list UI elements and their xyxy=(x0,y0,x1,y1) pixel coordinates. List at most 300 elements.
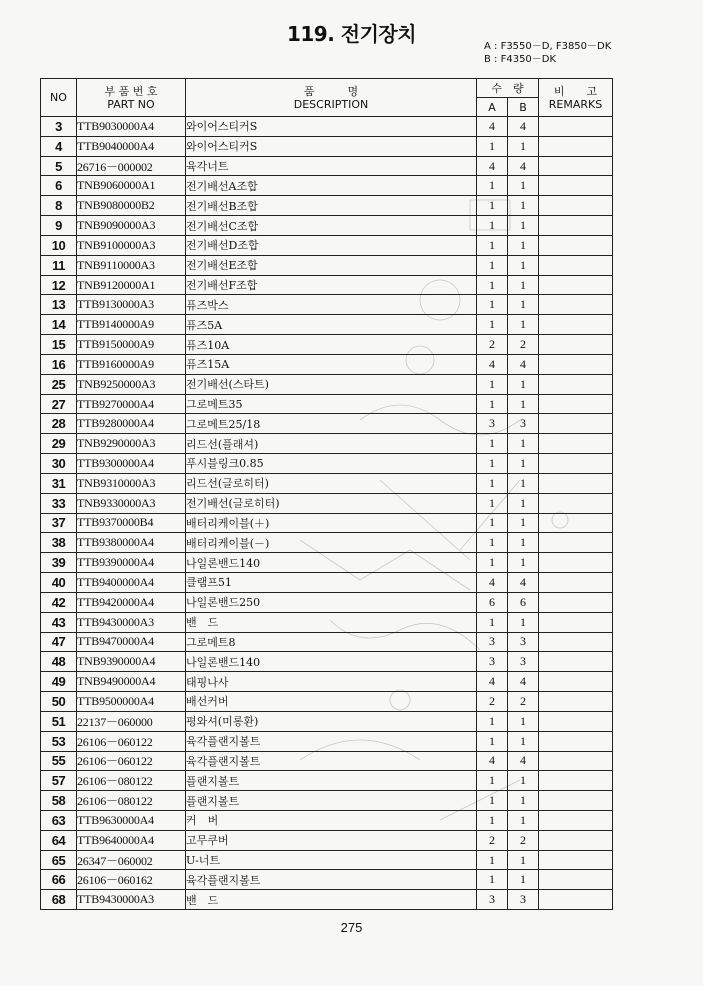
part-number: TNB9290000A3 xyxy=(77,434,186,454)
table-row xyxy=(41,216,613,236)
quantity-b: 2 xyxy=(508,830,539,850)
quantity-b: 4 xyxy=(508,117,539,137)
header-qty-a: A xyxy=(477,98,508,117)
description: 전기배선E조합 xyxy=(186,255,477,275)
part-number: TNB9120000A1 xyxy=(77,275,186,295)
quantity-a: 1 xyxy=(477,454,508,474)
header-remarks-en: REMARKS xyxy=(548,97,603,111)
parts-table-body xyxy=(41,117,613,910)
item-number: 15 xyxy=(41,335,77,355)
part-number: TTB9150000A9 xyxy=(77,335,186,355)
header-remarks xyxy=(539,79,613,117)
item-number: 29 xyxy=(41,434,77,454)
part-number: 26716－000002 xyxy=(77,156,186,176)
part-number: TNB9090000A3 xyxy=(77,216,186,236)
table-row xyxy=(41,850,613,870)
description: 그로메트35 xyxy=(186,394,477,414)
table-row xyxy=(41,612,613,632)
quantity-b: 4 xyxy=(508,751,539,771)
remarks xyxy=(539,374,613,394)
item-number: 64 xyxy=(41,830,77,850)
quantity-a: 1 xyxy=(477,553,508,573)
quantity-b: 1 xyxy=(508,553,539,573)
quantity-a: 1 xyxy=(477,612,508,632)
remarks xyxy=(539,235,613,255)
part-number: TTB9630000A4 xyxy=(77,810,186,830)
table-row xyxy=(41,731,613,751)
description: 전기배선D조합 xyxy=(186,235,477,255)
quantity-b: 4 xyxy=(508,672,539,692)
description: U-너트 xyxy=(186,850,477,870)
description: 리드선(플래셔) xyxy=(186,434,477,454)
description: 플랜지볼트 xyxy=(186,771,477,791)
part-number: TTB9370000B4 xyxy=(77,513,186,533)
quantity-b: 2 xyxy=(508,335,539,355)
description: 푸시블링크0.85 xyxy=(186,454,477,474)
part-number: 26106－080122 xyxy=(77,791,186,811)
model-b-label: B : F4350－DK xyxy=(484,54,557,65)
remarks xyxy=(539,751,613,771)
part-number: 26106－060162 xyxy=(77,870,186,890)
part-number: TNB9330000A3 xyxy=(77,493,186,513)
quantity-a: 4 xyxy=(477,156,508,176)
part-number: TNB9310000A3 xyxy=(77,473,186,493)
description: 와이어스티커S xyxy=(186,117,477,137)
remarks xyxy=(539,414,613,434)
quantity-a: 3 xyxy=(477,414,508,434)
remarks xyxy=(539,354,613,374)
model-a-label: A : F3550－D, F3850－DK xyxy=(484,41,612,52)
quantity-a: 4 xyxy=(477,672,508,692)
quantity-a: 1 xyxy=(477,136,508,156)
part-number: TTB9390000A4 xyxy=(77,553,186,573)
item-number: 47 xyxy=(41,632,77,652)
part-number: TNB9390000A4 xyxy=(77,652,186,672)
remarks xyxy=(539,731,613,751)
remarks xyxy=(539,156,613,176)
part-number: 26106－060122 xyxy=(77,731,186,751)
description: 밴 드 xyxy=(186,612,477,632)
remarks xyxy=(539,791,613,811)
page-number: 275 xyxy=(340,920,363,935)
quantity-b: 1 xyxy=(508,850,539,870)
item-number: 68 xyxy=(41,890,77,910)
quantity-a: 1 xyxy=(477,235,508,255)
item-number: 65 xyxy=(41,850,77,870)
remarks xyxy=(539,196,613,216)
table-row xyxy=(41,315,613,335)
item-number: 6 xyxy=(41,176,77,196)
quantity-b: 1 xyxy=(508,235,539,255)
item-number: 11 xyxy=(41,255,77,275)
table-row xyxy=(41,791,613,811)
description: 태핑나사 xyxy=(186,672,477,692)
quantity-b: 1 xyxy=(508,533,539,553)
item-number: 38 xyxy=(41,533,77,553)
item-number: 58 xyxy=(41,791,77,811)
remarks xyxy=(539,136,613,156)
remarks xyxy=(539,573,613,593)
quantity-b: 1 xyxy=(508,275,539,295)
table-row xyxy=(41,890,613,910)
quantity-b: 1 xyxy=(508,473,539,493)
item-number: 9 xyxy=(41,216,77,236)
description: 육각플랜지볼트 xyxy=(186,870,477,890)
remarks xyxy=(539,295,613,315)
quantity-a: 1 xyxy=(477,711,508,731)
description: 나일론밴드140 xyxy=(186,652,477,672)
remarks xyxy=(539,315,613,335)
part-number: TNB9490000A4 xyxy=(77,672,186,692)
part-number: TTB9640000A4 xyxy=(77,830,186,850)
part-number: TNB9080000B2 xyxy=(77,196,186,216)
item-number: 10 xyxy=(41,235,77,255)
table-row xyxy=(41,473,613,493)
item-number: 4 xyxy=(41,136,77,156)
quantity-b: 1 xyxy=(508,771,539,791)
remarks xyxy=(539,275,613,295)
table-row xyxy=(41,672,613,692)
quantity-b: 3 xyxy=(508,632,539,652)
quantity-a: 1 xyxy=(477,513,508,533)
page-title: 119. 전기장치 xyxy=(286,22,417,46)
quantity-b: 1 xyxy=(508,791,539,811)
quantity-b: 1 xyxy=(508,454,539,474)
item-number: 16 xyxy=(41,354,77,374)
quantity-a: 1 xyxy=(477,870,508,890)
quantity-a: 3 xyxy=(477,632,508,652)
description: 리드선(글로히터) xyxy=(186,473,477,493)
description: 플랜지볼트 xyxy=(186,791,477,811)
remarks xyxy=(539,216,613,236)
table-row xyxy=(41,553,613,573)
table-row xyxy=(41,354,613,374)
description: 전기배선(글로히터) xyxy=(186,493,477,513)
table-row xyxy=(41,870,613,890)
description: 육각플랜지볼트 xyxy=(186,751,477,771)
table-row xyxy=(41,454,613,474)
quantity-a: 1 xyxy=(477,315,508,335)
table-row xyxy=(41,335,613,355)
quantity-b: 1 xyxy=(508,711,539,731)
quantity-b: 1 xyxy=(508,612,539,632)
quantity-a: 1 xyxy=(477,394,508,414)
quantity-a: 4 xyxy=(477,573,508,593)
description: 전기배선A조합 xyxy=(186,176,477,196)
quantity-a: 1 xyxy=(477,810,508,830)
description: 배선커버 xyxy=(186,692,477,712)
description: 퓨즈5A xyxy=(186,315,477,335)
quantity-a: 1 xyxy=(477,791,508,811)
quantity-a: 4 xyxy=(477,354,508,374)
remarks xyxy=(539,692,613,712)
description: 육각플랜지볼트 xyxy=(186,731,477,751)
remarks xyxy=(539,711,613,731)
remarks xyxy=(539,672,613,692)
item-number: 39 xyxy=(41,553,77,573)
part-number: TTB9270000A4 xyxy=(77,394,186,414)
quantity-a: 2 xyxy=(477,830,508,850)
description: 고무쿠버 xyxy=(186,830,477,850)
item-number: 51 xyxy=(41,711,77,731)
table-row xyxy=(41,533,613,553)
quantity-a: 1 xyxy=(477,196,508,216)
item-number: 53 xyxy=(41,731,77,751)
remarks xyxy=(539,632,613,652)
remarks xyxy=(539,870,613,890)
table-row xyxy=(41,632,613,652)
remarks xyxy=(539,176,613,196)
quantity-a: 1 xyxy=(477,771,508,791)
part-number: TNB9110000A3 xyxy=(77,255,186,275)
table-row xyxy=(41,751,613,771)
quantity-b: 4 xyxy=(508,156,539,176)
description: 클램프51 xyxy=(186,573,477,593)
item-number: 55 xyxy=(41,751,77,771)
table-row xyxy=(41,414,613,434)
part-number: 26106－080122 xyxy=(77,771,186,791)
part-number: TTB9500000A4 xyxy=(77,692,186,712)
part-number: TTB9280000A4 xyxy=(77,414,186,434)
part-number: 26347－060002 xyxy=(77,850,186,870)
table-row xyxy=(41,394,613,414)
quantity-a: 2 xyxy=(477,692,508,712)
quantity-b: 1 xyxy=(508,136,539,156)
remarks xyxy=(539,612,613,632)
part-number: 22137－060000 xyxy=(77,711,186,731)
header-description-ko: 품 명 xyxy=(303,84,359,98)
part-number: TNB9100000A3 xyxy=(77,235,186,255)
item-number: 48 xyxy=(41,652,77,672)
item-number: 5 xyxy=(41,156,77,176)
item-number: 28 xyxy=(41,414,77,434)
header-description-en: DESCRIPTION xyxy=(293,97,369,111)
part-number: TTB9400000A4 xyxy=(77,573,186,593)
table-row xyxy=(41,652,613,672)
header-qty-b: B xyxy=(508,98,539,117)
quantity-b: 2 xyxy=(508,692,539,712)
item-number: 33 xyxy=(41,493,77,513)
description: 퓨즈10A xyxy=(186,335,477,355)
header-part-no xyxy=(77,79,186,117)
quantity-b: 1 xyxy=(508,295,539,315)
description: 전기배선(스타트) xyxy=(186,374,477,394)
parts-table xyxy=(40,78,613,910)
table-row xyxy=(41,592,613,612)
description: 커 버 xyxy=(186,810,477,830)
item-number: 49 xyxy=(41,672,77,692)
model-legend xyxy=(484,40,611,66)
remarks xyxy=(539,473,613,493)
remarks xyxy=(539,771,613,791)
quantity-a: 3 xyxy=(477,890,508,910)
quantity-a: 1 xyxy=(477,731,508,751)
part-number: TTB9140000A9 xyxy=(77,315,186,335)
remarks xyxy=(539,652,613,672)
remarks xyxy=(539,830,613,850)
quantity-b: 1 xyxy=(508,394,539,414)
table-row xyxy=(41,235,613,255)
quantity-b: 1 xyxy=(508,176,539,196)
table-row xyxy=(41,692,613,712)
item-number: 14 xyxy=(41,315,77,335)
part-number: TTB9470000A4 xyxy=(77,632,186,652)
table-row xyxy=(41,136,613,156)
quantity-b: 1 xyxy=(508,374,539,394)
quantity-b: 1 xyxy=(508,493,539,513)
description: 퓨즈박스 xyxy=(186,295,477,315)
item-number: 8 xyxy=(41,196,77,216)
quantity-b: 3 xyxy=(508,652,539,672)
item-number: 43 xyxy=(41,612,77,632)
quantity-a: 4 xyxy=(477,117,508,137)
description: 육각너트 xyxy=(186,156,477,176)
table-row xyxy=(41,176,613,196)
remarks xyxy=(539,850,613,870)
quantity-a: 1 xyxy=(477,493,508,513)
part-number: TTB9420000A4 xyxy=(77,592,186,612)
remarks xyxy=(539,533,613,553)
table-row xyxy=(41,513,613,533)
remarks xyxy=(539,592,613,612)
header-no: NO xyxy=(41,79,77,117)
table-row xyxy=(41,295,613,315)
remarks xyxy=(539,335,613,355)
description: 전기배선C조합 xyxy=(186,216,477,236)
quantity-b: 1 xyxy=(508,216,539,236)
table-row xyxy=(41,810,613,830)
description: 전기배선B조합 xyxy=(186,196,477,216)
item-number: 13 xyxy=(41,295,77,315)
quantity-a: 1 xyxy=(477,533,508,553)
part-number: TTB9300000A4 xyxy=(77,454,186,474)
quantity-a: 4 xyxy=(477,751,508,771)
description: 나일론밴드140 xyxy=(186,553,477,573)
table-row xyxy=(41,830,613,850)
table-row xyxy=(41,711,613,731)
table-row xyxy=(41,771,613,791)
item-number: 31 xyxy=(41,473,77,493)
remarks xyxy=(539,553,613,573)
item-number: 30 xyxy=(41,454,77,474)
quantity-b: 1 xyxy=(508,810,539,830)
quantity-a: 3 xyxy=(477,652,508,672)
remarks xyxy=(539,434,613,454)
item-number: 42 xyxy=(41,592,77,612)
quantity-a: 1 xyxy=(477,216,508,236)
table-row xyxy=(41,374,613,394)
remarks xyxy=(539,255,613,275)
description: 그로메트25/18 xyxy=(186,414,477,434)
table-row xyxy=(41,434,613,454)
description: 배터리케이블(＋) xyxy=(186,513,477,533)
table-row xyxy=(41,493,613,513)
description: 퓨즈15A xyxy=(186,354,477,374)
quantity-b: 1 xyxy=(508,434,539,454)
description: 나일론밴드250 xyxy=(186,592,477,612)
part-number: TNB9060000A1 xyxy=(77,176,186,196)
remarks xyxy=(539,394,613,414)
quantity-b: 3 xyxy=(508,890,539,910)
remarks xyxy=(539,117,613,137)
header-part-no-en: PART NO xyxy=(107,97,155,111)
part-number: 26106－060122 xyxy=(77,751,186,771)
remarks xyxy=(539,493,613,513)
item-number: 12 xyxy=(41,275,77,295)
quantity-a: 1 xyxy=(477,850,508,870)
item-number: 27 xyxy=(41,394,77,414)
quantity-a: 1 xyxy=(477,295,508,315)
quantity-b: 6 xyxy=(508,592,539,612)
item-number: 50 xyxy=(41,692,77,712)
remarks xyxy=(539,810,613,830)
description: 배터리케이블(－) xyxy=(186,533,477,553)
quantity-b: 1 xyxy=(508,870,539,890)
table-row xyxy=(41,196,613,216)
table-row xyxy=(41,275,613,295)
quantity-a: 1 xyxy=(477,176,508,196)
item-number: 37 xyxy=(41,513,77,533)
header-part-no-ko: 부 품 번 호 xyxy=(104,84,158,98)
part-number: TTB9430000A3 xyxy=(77,612,186,632)
description: 와이어스티커S xyxy=(186,136,477,156)
quantity-a: 1 xyxy=(477,473,508,493)
item-number: 57 xyxy=(41,771,77,791)
quantity-a: 1 xyxy=(477,255,508,275)
item-number: 66 xyxy=(41,870,77,890)
table-row xyxy=(41,255,613,275)
quantity-b: 1 xyxy=(508,513,539,533)
table-row xyxy=(41,573,613,593)
quantity-a: 1 xyxy=(477,275,508,295)
part-number: TTB9160000A9 xyxy=(77,354,186,374)
header-remarks-ko: 비 고 xyxy=(553,84,598,98)
part-number: TTB9130000A3 xyxy=(77,295,186,315)
quantity-a: 1 xyxy=(477,374,508,394)
description: 전기배선F조합 xyxy=(186,275,477,295)
item-number: 40 xyxy=(41,573,77,593)
table-row xyxy=(41,117,613,137)
header-quantity: 수 량 xyxy=(477,79,539,98)
quantity-b: 3 xyxy=(508,414,539,434)
quantity-b: 4 xyxy=(508,354,539,374)
item-number: 25 xyxy=(41,374,77,394)
item-number: 63 xyxy=(41,810,77,830)
remarks xyxy=(539,513,613,533)
description: 밴 드 xyxy=(186,890,477,910)
remarks xyxy=(539,454,613,474)
quantity-a: 6 xyxy=(477,592,508,612)
item-number: 3 xyxy=(41,117,77,137)
part-number: TTB9430000A3 xyxy=(77,890,186,910)
quantity-b: 1 xyxy=(508,315,539,335)
quantity-b: 1 xyxy=(508,196,539,216)
quantity-a: 2 xyxy=(477,335,508,355)
table-row xyxy=(41,156,613,176)
part-number: TTB9380000A4 xyxy=(77,533,186,553)
quantity-b: 1 xyxy=(508,731,539,751)
part-number: TTB9040000A4 xyxy=(77,136,186,156)
quantity-a: 1 xyxy=(477,434,508,454)
header-description xyxy=(186,79,477,117)
description: 그로메트8 xyxy=(186,632,477,652)
part-number: TNB9250000A3 xyxy=(77,374,186,394)
quantity-b: 1 xyxy=(508,255,539,275)
quantity-b: 4 xyxy=(508,573,539,593)
part-number: TTB9030000A4 xyxy=(77,117,186,137)
description: 평와셔(미롱환) xyxy=(186,711,477,731)
remarks xyxy=(539,890,613,910)
